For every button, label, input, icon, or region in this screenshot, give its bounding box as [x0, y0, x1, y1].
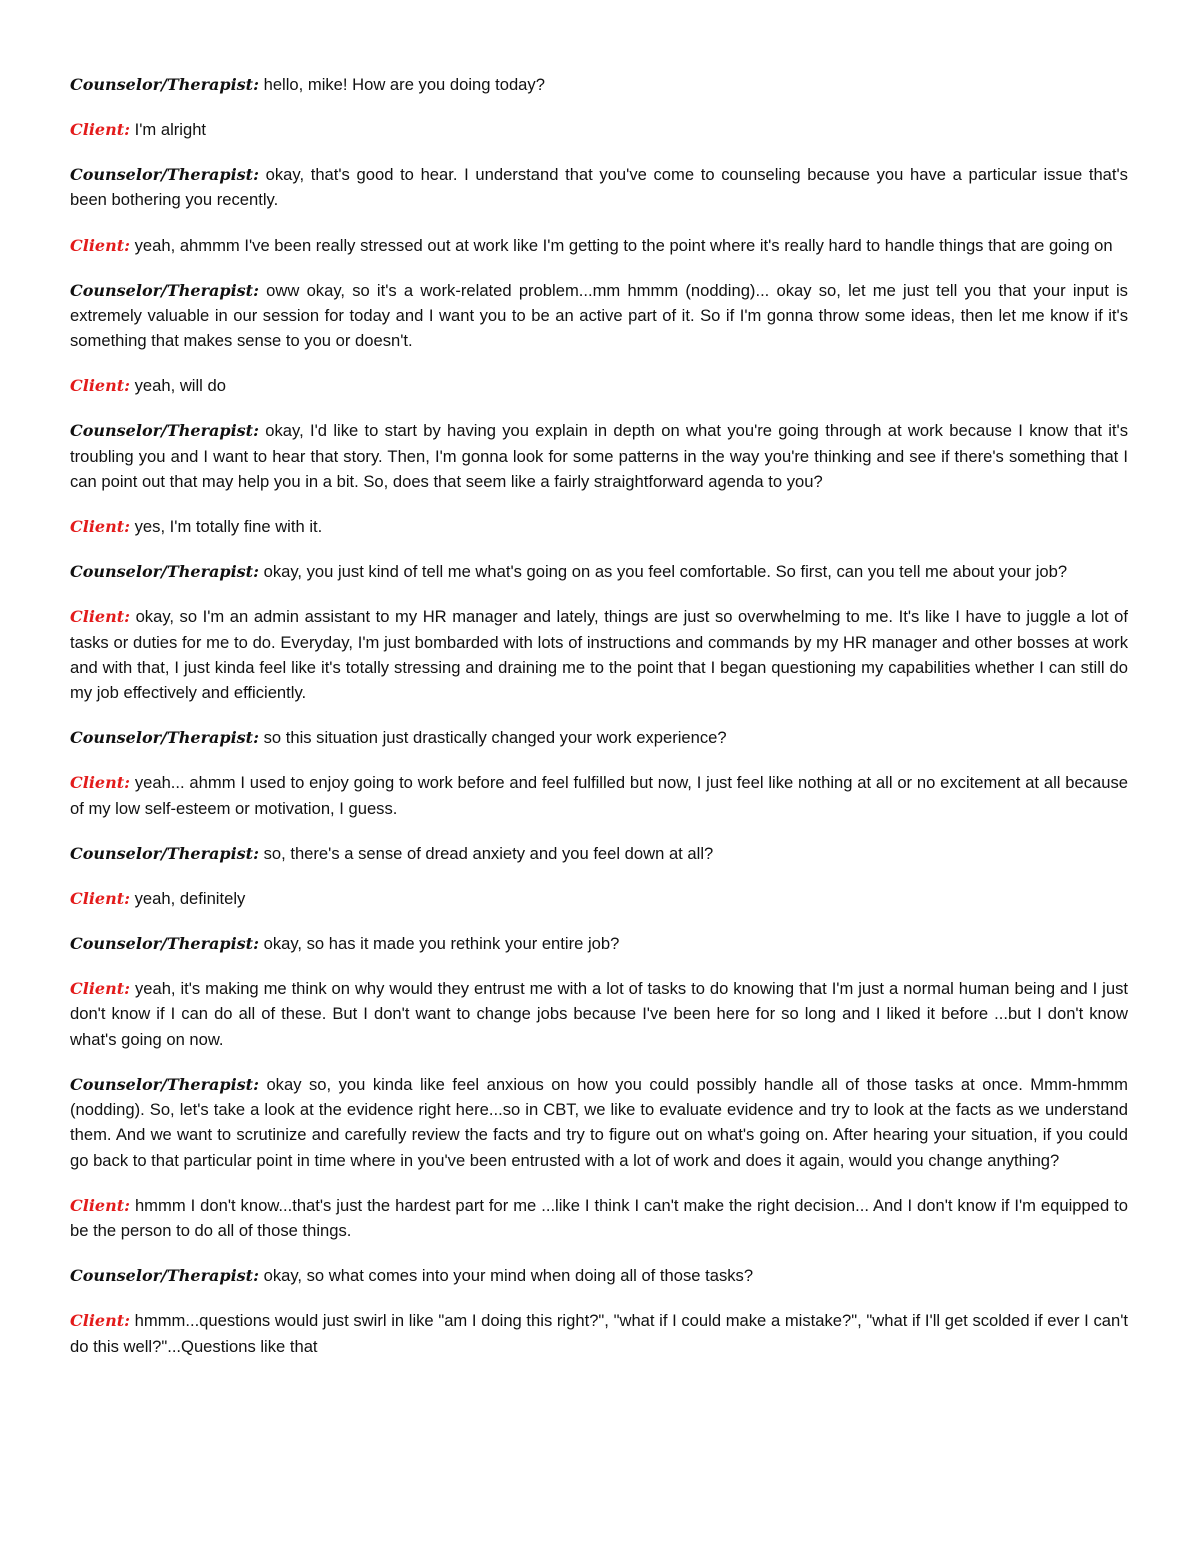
speaker-label-client: Client: — [70, 1311, 130, 1331]
dialogue-turn-19 — [70, 1263, 1128, 1288]
dialogue-turn-12 — [70, 770, 1128, 821]
utterance-text: yeah, ahmmm I've been really stressed out at work like I'm getting to the point where it's really hard to handle things that are going on — [134, 235, 1113, 255]
utterance-text: okay, I'd like to start by having you explain in depth on what you're going through at work because I know that it's troubling you and I want to hear that story. Then, I'm gonna look for some patterns in the way you're thinking and see if there's something that I can point out that may help you in a bit. So, does that seem like a fairly straightforward agenda to you? — [70, 421, 1128, 492]
speaker-label-therapist: Counselor/Therapist: — [70, 280, 259, 300]
utterance-text: okay, so has it made you rethink your entire job? — [263, 933, 620, 953]
speaker-label-client: Client: — [70, 773, 130, 793]
utterance-text: yeah, definitely — [134, 888, 246, 908]
speaker-label-therapist: Counselor/Therapist: — [70, 562, 259, 582]
speaker-label-therapist: Counselor/Therapist: — [70, 165, 259, 185]
speaker-label-therapist: Counselor/Therapist: — [70, 1074, 259, 1094]
dialogue-turn-16 — [70, 976, 1128, 1052]
utterance-text: so this situation just drastically changed your work experience? — [263, 728, 727, 748]
speaker-label-client: Client: — [70, 120, 130, 140]
utterance-text: hmmm...questions would just swirl in like "am I doing this right?", "what if I could make a mistake?", "what if I'll get scolded if ever I can't do this well?"...Questions like that — [70, 1311, 1128, 1356]
dialogue-turn-4 — [70, 233, 1128, 258]
speaker-label-client: Client: — [70, 235, 130, 255]
dialogue-turn-5 — [70, 278, 1128, 354]
speaker-label-client: Client: — [70, 888, 130, 908]
dialogue-turn-18 — [70, 1193, 1128, 1244]
speaker-label-client: Client: — [70, 517, 130, 537]
dialogue-turn-14 — [70, 886, 1128, 911]
speaker-label-client: Client: — [70, 1195, 130, 1215]
dialogue-turn-17 — [70, 1072, 1128, 1173]
utterance-text: okay so, you kinda like feel anxious on how you could possibly handle all of those tasks at once. Mmm-hmmm (nodding). So, let's take a look at the evidence right here...so in CBT, we like to evaluate evidence and try to look at the facts as we understand them. And we want to scrutinize and carefully review the facts and try to figure out on what's going on. After hearing your situation, if you could go back to that particular point in time where in you've been entrusted with a lot of work and does it again, would you change anything? — [70, 1074, 1128, 1170]
utterance-text: yeah, will do — [134, 376, 226, 396]
dialogue-turn-1 — [70, 72, 1128, 97]
utterance-text: hmmm I don't know...that's just the hardest part for me ...like I think I can't make the right decision... And I don't know if I'm equipped to be the person to do all of those things. — [70, 1195, 1128, 1241]
dialogue-turn-6 — [70, 373, 1128, 398]
utterance-text: okay, that's good to hear. I understand that you've come to counseling because you have a particular issue that's been bothering you recently. — [70, 165, 1128, 210]
dialogue-turn-13 — [70, 841, 1128, 866]
dialogue-turn-8 — [70, 514, 1128, 539]
dialogue-turn-9 — [70, 559, 1128, 584]
dialogue-turn-2 — [70, 117, 1128, 142]
dialogue-turn-20 — [70, 1308, 1128, 1359]
dialogue-turn-3 — [70, 162, 1128, 213]
speaker-label-therapist: Counselor/Therapist: — [70, 728, 259, 748]
speaker-label-therapist: Counselor/Therapist: — [70, 421, 259, 441]
dialogue-turn-7 — [70, 418, 1128, 494]
utterance-text: yeah, it's making me think on why would they entrust me with a lot of tasks to do knowing that I'm just a normal human being and I just don't know if I can do all of these. But I don't want to change jobs because I've been here for so long and I liked it before ...but I don't know what's going on now. — [70, 979, 1128, 1049]
utterance-text: oww okay, so it's a work-related problem...mm hmmm (nodding)... okay so, let me just tell you that your input is extremely valuable in our session for today and I want you to be an active part of it. So if I'm gonna throw some ideas, then let me know if it's something that makes sense to you or doesn't. — [70, 280, 1128, 351]
speaker-label-therapist: Counselor/Therapist: — [70, 1266, 259, 1286]
utterance-text: so, there's a sense of dread anxiety and you feel down at all? — [263, 843, 714, 863]
speaker-label-therapist: Counselor/Therapist: — [70, 843, 259, 863]
speaker-label-client: Client: — [70, 979, 130, 999]
dialogue-turn-11 — [70, 725, 1128, 750]
dialogue-turn-10 — [70, 604, 1128, 705]
dialogue-turn-15 — [70, 931, 1128, 956]
speaker-label-therapist: Counselor/Therapist: — [70, 933, 259, 953]
speaker-label-therapist: Counselor/Therapist: — [70, 75, 259, 94]
utterance-text: I'm alright — [134, 120, 207, 140]
utterance-text: okay, so I'm an admin assistant to my HR manager and lately, things are just so overwhelming to me. It's like I have to juggle a lot of tasks or duties for me to do. Everyday, I'm just bombarded with lots of instructions and commands by my HR manager and other bosses at work and with that, I just kinda feel like it's totally stressing and draining me to the point that I began questioning my capabilities whether I can still do my job effectively and efficiently. — [70, 607, 1128, 703]
speaker-label-client: Client: — [70, 607, 130, 627]
utterance-text: yeah... ahmm I used to enjoy going to work before and feel fulfilled but now, I just feel like nothing at all or no excitement at all because of my low self-esteem or motivation, I guess. — [70, 773, 1128, 818]
utterance-text: okay, so what comes into your mind when doing all of those tasks? — [263, 1266, 754, 1286]
transcript-page — [70, 72, 1128, 1379]
utterance-text: hello, mike! How are you doing today? — [263, 75, 545, 94]
utterance-text: yes, I'm totally fine with it. — [134, 517, 323, 537]
utterance-text: okay, you just kind of tell me what's going on as you feel comfortable. So first, can you tell me about your job? — [263, 562, 1068, 582]
speaker-label-client: Client: — [70, 376, 130, 396]
